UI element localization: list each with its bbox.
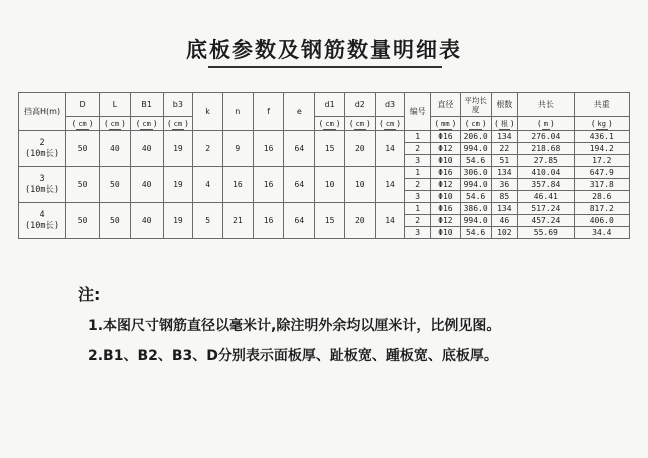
header-count: 根数 xyxy=(491,93,518,117)
unit-cell: ( cm ) xyxy=(66,117,100,131)
unit-cell: ( 根 ) xyxy=(491,117,518,131)
header-row xyxy=(19,93,630,117)
param-e: 64 xyxy=(284,131,315,167)
rebar-avg-length: 994.0 xyxy=(460,143,491,155)
rebar-no: 2 xyxy=(405,215,431,227)
unit-B1: cm xyxy=(142,119,151,128)
rebar-avg-length: 386.0 xyxy=(460,203,491,215)
parameter-table xyxy=(18,92,630,239)
rebar-total-length: 410.04 xyxy=(518,167,574,179)
param-k: 4 xyxy=(193,167,223,203)
rebar-total-length: 27.85 xyxy=(518,155,574,167)
unit-b3: cm xyxy=(173,119,183,128)
header-e: e xyxy=(284,93,315,131)
rebar-count: 51 xyxy=(491,155,518,167)
param-f: 16 xyxy=(253,203,284,239)
rebar-no: 1 xyxy=(405,131,431,143)
rebar-avg-length: 206.0 xyxy=(460,131,491,143)
table-row xyxy=(19,203,630,215)
rebar-no: 2 xyxy=(405,143,431,155)
rebar-count: 134 xyxy=(491,167,518,179)
header-h: 挡高H(m) xyxy=(19,93,66,131)
header-D: D xyxy=(66,93,100,117)
param-f: 16 xyxy=(253,131,284,167)
header-total-len: 共长 xyxy=(518,93,574,117)
rebar-avg-length: 306.0 xyxy=(460,167,491,179)
param-l: 50 xyxy=(99,167,130,203)
param-d3: 14 xyxy=(375,131,405,167)
rebar-weight: 34.4 xyxy=(574,227,629,239)
param-f: 16 xyxy=(253,167,284,203)
notes-section xyxy=(78,282,500,375)
unit-d1: cm xyxy=(325,119,334,128)
rebar-diameter: Φ12 xyxy=(431,179,461,191)
header-b3: b3 xyxy=(163,93,193,117)
unit-dia: mm xyxy=(441,119,450,128)
rebar-diameter: Φ16 xyxy=(431,167,461,179)
rebar-diameter: Φ16 xyxy=(431,203,461,215)
param-d3: 14 xyxy=(375,203,405,239)
rebar-weight: 28.6 xyxy=(574,191,629,203)
param-e: 64 xyxy=(284,203,315,239)
header-avg-len: 平均长度 xyxy=(460,93,491,117)
rebar-total-length: 276.04 xyxy=(518,131,574,143)
wall-height-value: 2 xyxy=(39,137,45,148)
rebar-total-length: 457.24 xyxy=(518,215,574,227)
param-d: 50 xyxy=(66,167,100,203)
param-d2: 10 xyxy=(344,167,375,203)
rebar-diameter: Φ16 xyxy=(431,131,461,143)
rebar-diameter: Φ10 xyxy=(431,191,461,203)
unit-L: cm xyxy=(110,119,120,128)
header-d2: d2 xyxy=(344,93,375,117)
header-n: n xyxy=(222,93,253,131)
header-no: 编号 xyxy=(405,93,431,131)
rebar-count: 134 xyxy=(491,203,518,215)
param-b1: 40 xyxy=(130,167,163,203)
param-d1: 15 xyxy=(315,203,345,239)
table-row xyxy=(19,131,630,143)
param-l: 40 xyxy=(99,131,130,167)
rebar-diameter: Φ12 xyxy=(431,215,461,227)
rebar-avg-length: 994.0 xyxy=(460,215,491,227)
rebar-diameter: Φ12 xyxy=(431,143,461,155)
rebar-weight: 406.0 xyxy=(574,215,629,227)
note-item: 2.B1、B2、B3、D分别表示面板厚、趾板宽、踵板宽、底板厚。 xyxy=(88,348,498,364)
rebar-no: 3 xyxy=(405,191,431,203)
unit-cell: ( mm ) xyxy=(431,117,461,131)
param-d3: 14 xyxy=(375,167,405,203)
param-n: 16 xyxy=(222,167,253,203)
rebar-weight: 647.9 xyxy=(574,167,629,179)
header-B1: B1 xyxy=(130,93,163,117)
unit-d3: cm xyxy=(385,119,395,128)
param-b3: 19 xyxy=(163,167,193,203)
header-weight: 共重 xyxy=(574,93,629,117)
header-d3: d3 xyxy=(375,93,405,117)
rebar-weight: 194.2 xyxy=(574,143,629,155)
wall-height-note: (10m长) xyxy=(25,184,60,195)
rebar-count: 102 xyxy=(491,227,518,239)
header-f: f xyxy=(253,93,284,131)
page-title: 底板参数及钢筋数量明细表 xyxy=(186,38,462,62)
rebar-no: 1 xyxy=(405,167,431,179)
table-row xyxy=(19,167,630,179)
wall-height-cell xyxy=(19,131,66,167)
param-b3: 19 xyxy=(163,131,193,167)
unit-cell: ( kg ) xyxy=(574,117,629,131)
rebar-diameter: Φ10 xyxy=(431,155,461,167)
param-b3: 19 xyxy=(163,203,193,239)
rebar-diameter: Φ10 xyxy=(431,227,461,239)
rebar-count: 85 xyxy=(491,191,518,203)
rebar-total-length: 55.69 xyxy=(518,227,574,239)
wall-height-cell xyxy=(19,167,66,203)
rebar-no: 2 xyxy=(405,179,431,191)
unit-cell: ( cm ) xyxy=(315,117,345,131)
unit-cell: ( cm ) xyxy=(99,117,130,131)
unit-row xyxy=(19,117,630,131)
unit-cell: ( cm ) xyxy=(460,117,491,131)
rebar-total-length: 357.84 xyxy=(518,179,574,191)
wall-height-value: 3 xyxy=(39,173,45,184)
rebar-count: 46 xyxy=(491,215,518,227)
unit-count: 根 xyxy=(500,119,508,128)
wall-height-note: (10m长) xyxy=(25,148,60,159)
unit-avg-len: cm xyxy=(471,119,480,128)
param-k: 5 xyxy=(193,203,223,239)
unit-cell: ( cm ) xyxy=(163,117,193,131)
unit-cell: ( cm ) xyxy=(375,117,405,131)
rebar-no: 3 xyxy=(405,155,431,167)
param-k: 2 xyxy=(193,131,223,167)
unit-total-len: m xyxy=(543,119,548,128)
unit-d2: cm xyxy=(355,119,365,128)
unit-weight: kg xyxy=(597,119,606,128)
rebar-count: 134 xyxy=(491,131,518,143)
param-d: 50 xyxy=(66,131,100,167)
param-b1: 40 xyxy=(130,131,163,167)
note-item: 1.本图尺寸钢筋直径以毫米计,除注明外余均以厘米计，比例见图。 xyxy=(88,318,501,334)
header-k: k xyxy=(193,93,223,131)
rebar-no: 1 xyxy=(405,203,431,215)
notes-title: 注: xyxy=(78,285,101,304)
param-d2: 20 xyxy=(344,131,375,167)
rebar-count: 22 xyxy=(491,143,518,155)
param-l: 50 xyxy=(99,203,130,239)
rebar-total-length: 46.41 xyxy=(518,191,574,203)
param-d: 50 xyxy=(66,203,100,239)
wall-height-value: 4 xyxy=(39,209,45,220)
param-d1: 10 xyxy=(315,167,345,203)
wall-height-note: (10m长) xyxy=(25,220,60,231)
wall-height-cell xyxy=(19,203,66,239)
rebar-total-length: 517.24 xyxy=(518,203,574,215)
param-d2: 20 xyxy=(344,203,375,239)
param-b1: 40 xyxy=(130,203,163,239)
unit-D: cm xyxy=(78,119,87,128)
param-n: 21 xyxy=(222,203,253,239)
rebar-weight: 436.1 xyxy=(574,131,629,143)
rebar-count: 36 xyxy=(491,179,518,191)
rebar-weight: 317.8 xyxy=(574,179,629,191)
rebar-avg-length: 994.0 xyxy=(460,179,491,191)
unit-cell: ( cm ) xyxy=(344,117,375,131)
rebar-avg-length: 54.6 xyxy=(460,191,491,203)
header-d1: d1 xyxy=(315,93,345,117)
rebar-avg-length: 54.6 xyxy=(460,155,491,167)
rebar-weight: 817.2 xyxy=(574,203,629,215)
header-L: L xyxy=(99,93,130,117)
header-dia: 直径 xyxy=(431,93,461,117)
param-e: 64 xyxy=(284,167,315,203)
unit-cell: ( m ) xyxy=(518,117,574,131)
param-n: 9 xyxy=(222,131,253,167)
unit-cell: ( cm ) xyxy=(130,117,163,131)
rebar-total-length: 218.68 xyxy=(518,143,574,155)
rebar-weight: 17.2 xyxy=(574,155,629,167)
title-underline xyxy=(208,66,442,68)
param-d1: 15 xyxy=(315,131,345,167)
rebar-no: 3 xyxy=(405,227,431,239)
rebar-avg-length: 54.6 xyxy=(460,227,491,239)
